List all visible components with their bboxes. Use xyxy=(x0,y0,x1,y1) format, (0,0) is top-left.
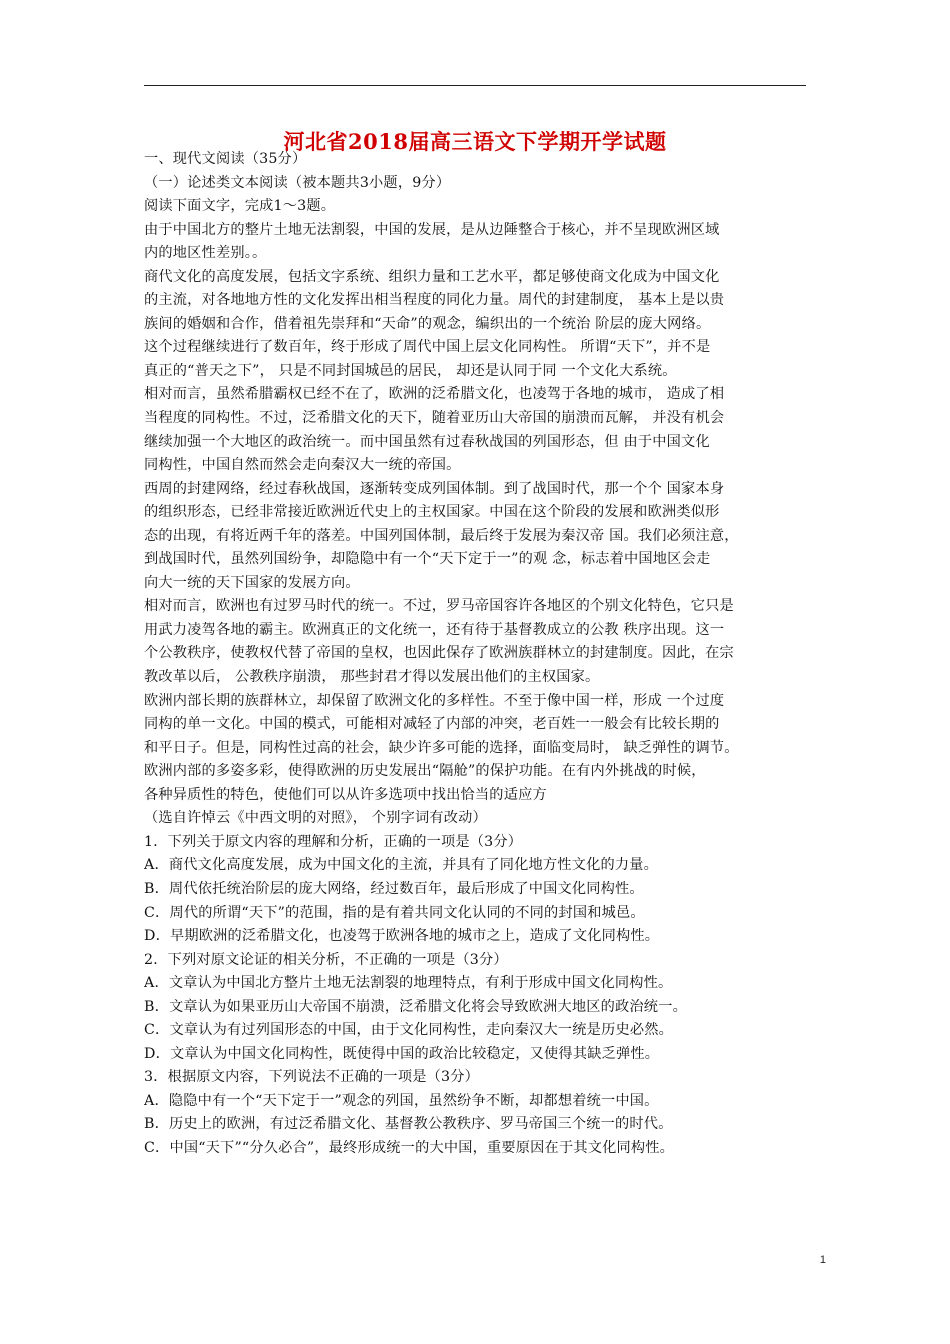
text-line: A．隐隐中有一个“天下定于一”观念的列国，虽然纷争不断，却都想着统一中国。 xyxy=(144,1092,659,1109)
text-line: A．商代文化高度发展，成为中国文化的主流，并具有了同化地方性文化的力量。 xyxy=(144,857,659,874)
text-line: 相对而言，欧洲也有过罗马时代的统一。不过，罗马帝国容许各地区的个别文化特色，它只是 xyxy=(144,598,734,615)
page-title: 河北省2018届高三语文下学期开学试题 xyxy=(283,129,667,154)
text-line: B．周代依托统治阶层的庞大网络，经过数百年，最后形成了中国文化同构性。 xyxy=(144,880,644,897)
text-line: （一）论述类文本阅读（被本题共3小题，9分） xyxy=(144,174,451,191)
text-line: C．文章认为有过列国形态的中国，由于文化同构性，走向秦汉大一统是历史必然。 xyxy=(144,1022,674,1039)
text-line: 的主流，对各地地方性的文化发挥出相当程度的同化力量。周代的封建制度， 基本上是以贵 xyxy=(144,292,725,309)
text-line: 同构的单一文化。中国的模式，可能相对减轻了内部的冲突，老百姓一一般会有比较长期的 xyxy=(144,716,720,733)
text-line: C．周代的所谓“天下”的范围，指的是有着共同文化认同的不同的封国和城邑。 xyxy=(144,904,645,921)
text-line: 内的地区性差别。。 xyxy=(144,245,267,262)
header-rule xyxy=(144,85,806,86)
text-line: 同构性，中国自然而然会走向秦汉大一统的帝国。 xyxy=(144,457,461,474)
text-line: D．早期欧洲的泛希腊文化，也凌驾于欧洲各地的城市之上，造成了文化同构性。 xyxy=(144,928,660,945)
text-line: 1．下列关于原文内容的理解和分析，正确的一项是（3分） xyxy=(144,833,523,850)
text-line: 到战国时代，虽然列国纷争，却隐隐中有一个“天下定于一”的观 念，标志着中国地区会走 xyxy=(144,551,711,568)
text-line: 各种异质性的特色，使他们可以从许多选项中找出恰当的适应方 xyxy=(144,786,547,803)
text-line: C．中国“天下”“分久必合”，最终形成统一的大中国，重要原因在于其文化同构性。 xyxy=(144,1139,675,1156)
text-line: 阅读下面文字，完成1～3题。 xyxy=(144,198,336,215)
text-line: 教改革以后， 公教秩序崩溃， 那些封君才得以发展出他们的主权国家。 xyxy=(144,669,600,686)
text-line: 一、现代文阅读（35分） xyxy=(144,151,307,167)
page-number: 1 xyxy=(819,1254,826,1266)
text-line: 态的出现，有将近两千年的落差。中国列国体制，最后终于发展为秦汉帝 国。我们必须注意， xyxy=(144,527,739,544)
text-line: （选自许悼云《中西文明的对照》， 个别字词有改动） xyxy=(144,810,487,827)
text-line: 欧洲内部长期的族群林立，却保留了欧洲文化的多样性。不至于像中国一样，形成 一个过度 xyxy=(144,692,725,709)
text-line: 3．根据原文内容，下列说法不正确的一项是（3分） xyxy=(144,1069,479,1086)
body-text xyxy=(144,148,806,1161)
text-line: 的组织形态，已经非常接近欧洲近代史上的主权国家。中国在这个阶段的发展和欧洲类似形 xyxy=(144,504,720,521)
text-line: 欧洲内部的多姿多彩，使得欧洲的历史发展出“隔舱”的保护功能。在有内外挑战的时候， xyxy=(144,763,706,780)
text-line: 相对而言，虽然希腊霸权已经不在了，欧洲的泛希腊文化，也凌驾于各地的城市， 造成了相 xyxy=(144,386,725,403)
text-line: B．文章认为如果亚历山大帝国不崩溃，泛希腊文化将会导致欧洲大地区的政治统一。 xyxy=(144,998,687,1015)
text-line: 和平日子。但是，同构性过高的社会，缺少许多可能的选择，面临变局时， 缺乏弹性的调节。 xyxy=(144,739,739,756)
text-line: 个公教秩序，使教权代替了帝国的皇权，也因此保存了欧洲族群林立的封建制度。因此，在宗 xyxy=(144,645,734,662)
text-line: 继续加强一个大地区的政治统一。而中国虽然有过春秋战国的列国形态，但 由于中国文化 xyxy=(144,433,710,450)
text-line: B．历史上的欧洲，有过泛希腊文化、基督教公教秩序、罗马帝国三个统一的时代。 xyxy=(144,1116,673,1133)
text-line: 西周的封建网络，经过春秋战国，逐渐转变成列国体制。到了战国时代，那一个个 国家本身 xyxy=(144,480,725,497)
text-line: 当程度的同构性。不过，泛希腊文化的天下，随着亚历山大帝国的崩溃而瓦解， 并没有机会 xyxy=(144,410,725,427)
text-line: 商代文化的高度发展，包括文字系统、组织力量和工艺水平，都足够使商文化成为中国文化 xyxy=(144,268,720,285)
text-line: D．文章认为中国文化同构性，既使得中国的政治比较稳定，又使得其缺乏弹性。 xyxy=(144,1045,660,1062)
text-line: 向大一统的天下国家的发展方向。 xyxy=(144,574,360,591)
text-line: 真正的“普天之下”， 只是不同封国城邑的居民， 却还是认同于同 一个文化大系统。 xyxy=(144,362,677,379)
text-line: 这个过程继续进行了数百年，终于形成了周代中国上层文化同构性。 所谓“天下”，并不是 xyxy=(144,339,711,356)
text-line: 2．下列对原文论证的相关分析，不正确的一项是（3分） xyxy=(144,951,508,968)
text-line: 用武力凌驾各地的霸主。欧洲真正的文化统一，还有待于基督教成立的公教 秩序出现。这一 xyxy=(144,621,725,638)
text-line: A．文章认为中国北方整片土地无法割裂的地理特点，有利于形成中国文化同构性。 xyxy=(144,975,673,992)
text-line: 由于中国北方的整片土地无法割裂，中国的发展，是从边陲整合于核心，并不呈现欧洲区域 xyxy=(144,221,720,238)
text-line: 族间的婚姻和合作，借着祖先崇拜和“天命”的观念，编织出的一个统治 阶层的庞大网络。 xyxy=(144,315,711,332)
